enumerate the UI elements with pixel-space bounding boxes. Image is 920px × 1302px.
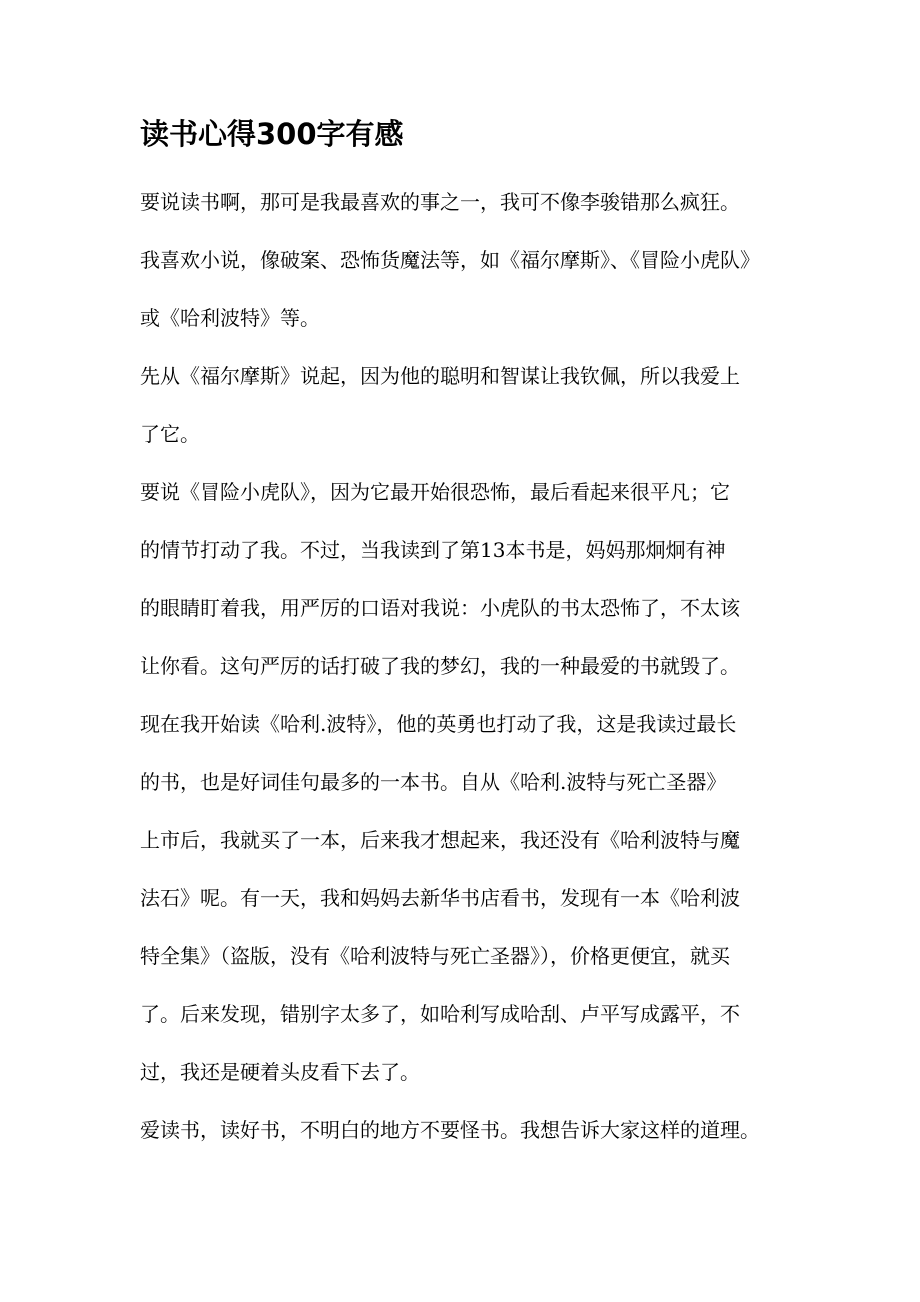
text-line: 的情节打动了我。不过，当我读到了第13本书是，妈妈那炯炯有神 <box>140 538 726 562</box>
text-line: 过，我还是硬着头皮看下去了。 <box>140 1060 420 1084</box>
text-line: 现在我开始读《哈利.波特》，他的英勇也打动了我，这是我读过最长 <box>140 712 737 736</box>
document-title: 读书心得300字有感 <box>140 117 404 151</box>
text-line: 让你看。这句严厉的话打破了我的梦幻，我的一种最爱的书就毁了。 <box>140 654 740 678</box>
text-line: 特全集》（盗版，没有《哈利波特与死亡圣器》），价格更便宜，就买 <box>140 944 730 968</box>
text-line: 的眼睛盯着我，用严厉的口语对我说：小虎队的书太恐怖了，不太该 <box>140 596 740 620</box>
text-line: 法石》呢。有一天，我和妈妈去新华书店看书，发现有一本《哈利波 <box>140 886 740 910</box>
text-line: 我喜欢小说，像破案、恐怖货魔法等，如《福尔摩斯》、《冒险小虎队》 <box>140 248 760 272</box>
text-line: 了它。 <box>140 422 200 446</box>
text-line: 爱读书，读好书，不明白的地方不要怪书。我想告诉大家这样的道理。 <box>140 1118 760 1142</box>
text-line: 或《哈利波特》等。 <box>140 306 320 330</box>
text-line: 了。后来发现，错别字太多了，如哈利写成哈刮、卢平写成露平，不 <box>140 1002 740 1026</box>
text-line: 要说读书啊，那可是我最喜欢的事之一，我可不像李骏错那么疯狂。 <box>140 190 740 214</box>
text-line: 要说《冒险小虎队》，因为它最开始很恐怖，最后看起来很平凡；它 <box>140 480 730 504</box>
text-line: 先从《福尔摩斯》说起，因为他的聪明和智谋让我钦佩，所以我爱上 <box>140 364 740 388</box>
text-line: 上市后，我就买了一本，后来我才想起来，我还没有《哈利波特与魔 <box>140 828 740 852</box>
text-line: 的书，也是好词佳句最多的一本书。自从《哈利.波特与死亡圣器》 <box>140 770 727 794</box>
document-body <box>140 192 800 1178</box>
